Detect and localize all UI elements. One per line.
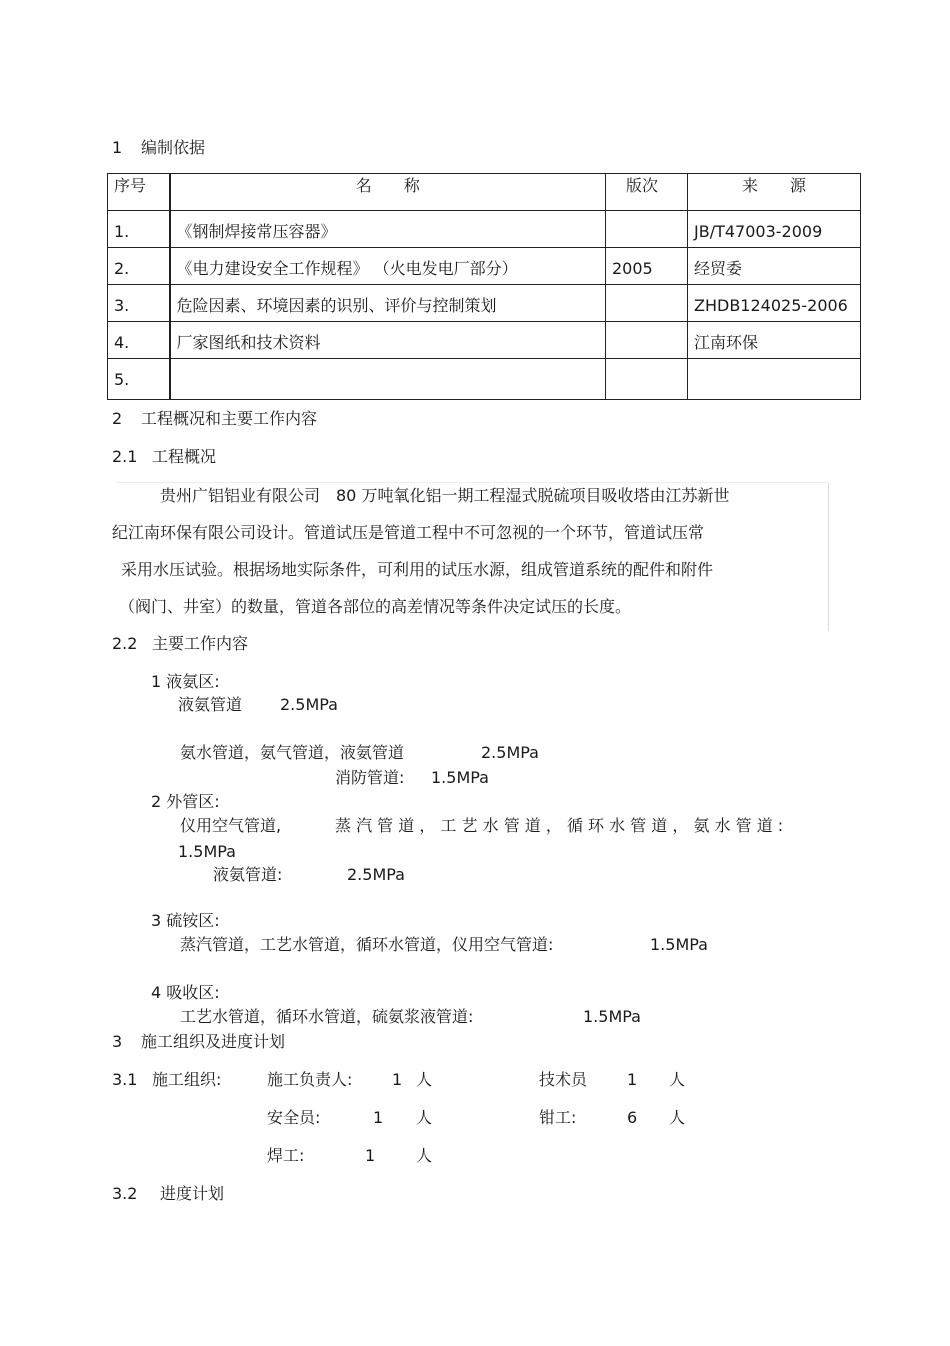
staff-unit: 人 xyxy=(669,1108,686,1127)
reference-table xyxy=(107,173,861,400)
cell-edition xyxy=(606,211,688,248)
cell-name: 《电力建设安全工作规程》 （火电发电厂部分） xyxy=(170,248,606,285)
zone-1-line-3: 消防管道: xyxy=(335,768,405,787)
section-3-2-number: 3.2 xyxy=(112,1184,138,1203)
zone-1-line-1-value: 2.5MPa xyxy=(280,695,338,714)
zone-1-line-2-value: 2.5MPa xyxy=(481,743,539,762)
zone-1-title: 1 液氨区: xyxy=(151,672,220,691)
zone-1-line-3-value: 1.5MPa xyxy=(431,768,489,787)
staff-role: 技术员 xyxy=(539,1070,588,1089)
zone-4-line-1-value: 1.5MPa xyxy=(583,1007,641,1026)
header-index: 序号 xyxy=(108,174,170,211)
paragraph-line: （阀门、井室）的数量，管道各部位的高差情况等条件决定试压的长度。 xyxy=(119,597,632,616)
cell-source: 经贸委 xyxy=(688,248,861,285)
staff-unit: 人 xyxy=(669,1070,686,1089)
cell-index: 2. xyxy=(108,248,170,285)
staff-count: 1 xyxy=(365,1146,376,1165)
cell-source xyxy=(688,359,861,400)
staff-unit: 人 xyxy=(416,1108,433,1127)
paragraph-line: 贵州广铝铝业有限公司 80 万吨氧化铝一期工程湿式脱硫项目吸收塔由江苏新世 xyxy=(160,486,730,505)
staff-role: 钳工: xyxy=(539,1108,577,1127)
zone-2-title: 2 外管区: xyxy=(151,792,220,811)
section-3-title: 施工组织及进度计划 xyxy=(141,1032,286,1051)
section-2-2-title: 主要工作内容 xyxy=(152,634,249,653)
paragraph-line: 采用水压试验。根据场地实际条件，可利用的试压水源，组成管道系统的配件和附件 xyxy=(121,560,714,579)
cell-name xyxy=(170,359,606,400)
staff-role: 焊工: xyxy=(267,1146,305,1165)
zone-2-line-2: 液氨管道: xyxy=(213,865,283,884)
cell-source: 江南环保 xyxy=(688,322,861,359)
cell-name: 厂家图纸和技术资料 xyxy=(170,322,606,359)
table-row xyxy=(108,211,861,248)
table-header-row xyxy=(108,174,861,211)
cell-edition xyxy=(606,359,688,400)
header-source: 来 源 xyxy=(688,174,861,211)
zone-2-line-2-value: 2.5MPa xyxy=(347,865,405,884)
zone-2-line-1b: 蒸 汽 管 道 ， 工 艺 水 管 道 ， 循 环 水 管 道 ， 氨 水 管 道 : xyxy=(335,816,784,835)
header-edition: 版次 xyxy=(606,174,688,211)
zone-4-title: 4 吸收区: xyxy=(151,983,220,1002)
cell-edition xyxy=(606,322,688,359)
section-2-number: 2 xyxy=(112,409,123,428)
staff-count: 6 xyxy=(627,1108,638,1127)
table-row xyxy=(108,285,861,322)
staff-count: 1 xyxy=(373,1108,384,1127)
cell-index: 4. xyxy=(108,322,170,359)
table-row xyxy=(108,322,861,359)
cell-index: 1. xyxy=(108,211,170,248)
zone-3-line-1-value: 1.5MPa xyxy=(650,935,708,954)
cell-source: JB/T47003-2009 xyxy=(688,211,861,248)
staff-role: 施工负责人: xyxy=(267,1070,353,1089)
cell-index: 5. xyxy=(108,359,170,400)
section-3-1-number: 3.1 xyxy=(112,1070,138,1089)
cell-index: 3. xyxy=(108,285,170,322)
table-row xyxy=(108,248,861,285)
section-3-1-title: 施工组织: xyxy=(152,1070,222,1089)
paragraph-line: 纪江南环保有限公司设计。管道试压是管道工程中不可忽视的一个环节，管道试压常 xyxy=(112,523,705,542)
section-2-1-number: 2.1 xyxy=(112,447,138,466)
section-3-number: 3 xyxy=(112,1032,123,1051)
zone-1-line-2: 氨水管道，氨气管道，液氨管道 xyxy=(180,743,405,762)
section-2-title: 工程概况和主要工作内容 xyxy=(141,409,318,428)
table-row xyxy=(108,359,861,400)
zone-3-title: 3 硫铵区: xyxy=(151,911,220,930)
staff-count: 1 xyxy=(627,1070,638,1089)
overview-paragraph xyxy=(112,482,829,631)
zone-3-line-1: 蒸汽管道，工艺水管道，循环水管道，仪用空气管道: xyxy=(180,935,554,954)
header-name: 名 称 xyxy=(170,174,606,211)
section-2-2-number: 2.2 xyxy=(112,634,138,653)
cell-edition xyxy=(606,285,688,322)
cell-edition: 2005 xyxy=(606,248,688,285)
zone-4-line-1: 工艺水管道，循环水管道，硫氨浆液管道: xyxy=(180,1007,474,1026)
zone-2-line-1-value: 1.5MPa xyxy=(178,842,236,861)
cell-name: 危险因素、环境因素的识别、评价与控制策划 xyxy=(170,285,606,322)
staff-role: 安全员: xyxy=(267,1108,321,1127)
staff-count: 1 xyxy=(392,1070,403,1089)
section-2-1-title: 工程概况 xyxy=(152,447,217,466)
cell-name: 《钢制焊接常压容器》 xyxy=(170,211,606,248)
staff-unit: 人 xyxy=(416,1146,433,1165)
section-1-number: 1 xyxy=(112,138,123,157)
zone-1-line-1: 液氨管道 xyxy=(178,695,243,714)
zone-2-line-1a: 仪用空气管道, xyxy=(180,816,282,835)
cell-source: ZHDB124025-2006 xyxy=(688,285,861,322)
section-1-title: 编制依据 xyxy=(141,138,206,157)
section-3-2-title: 进度计划 xyxy=(160,1184,225,1203)
staff-unit: 人 xyxy=(416,1070,433,1089)
